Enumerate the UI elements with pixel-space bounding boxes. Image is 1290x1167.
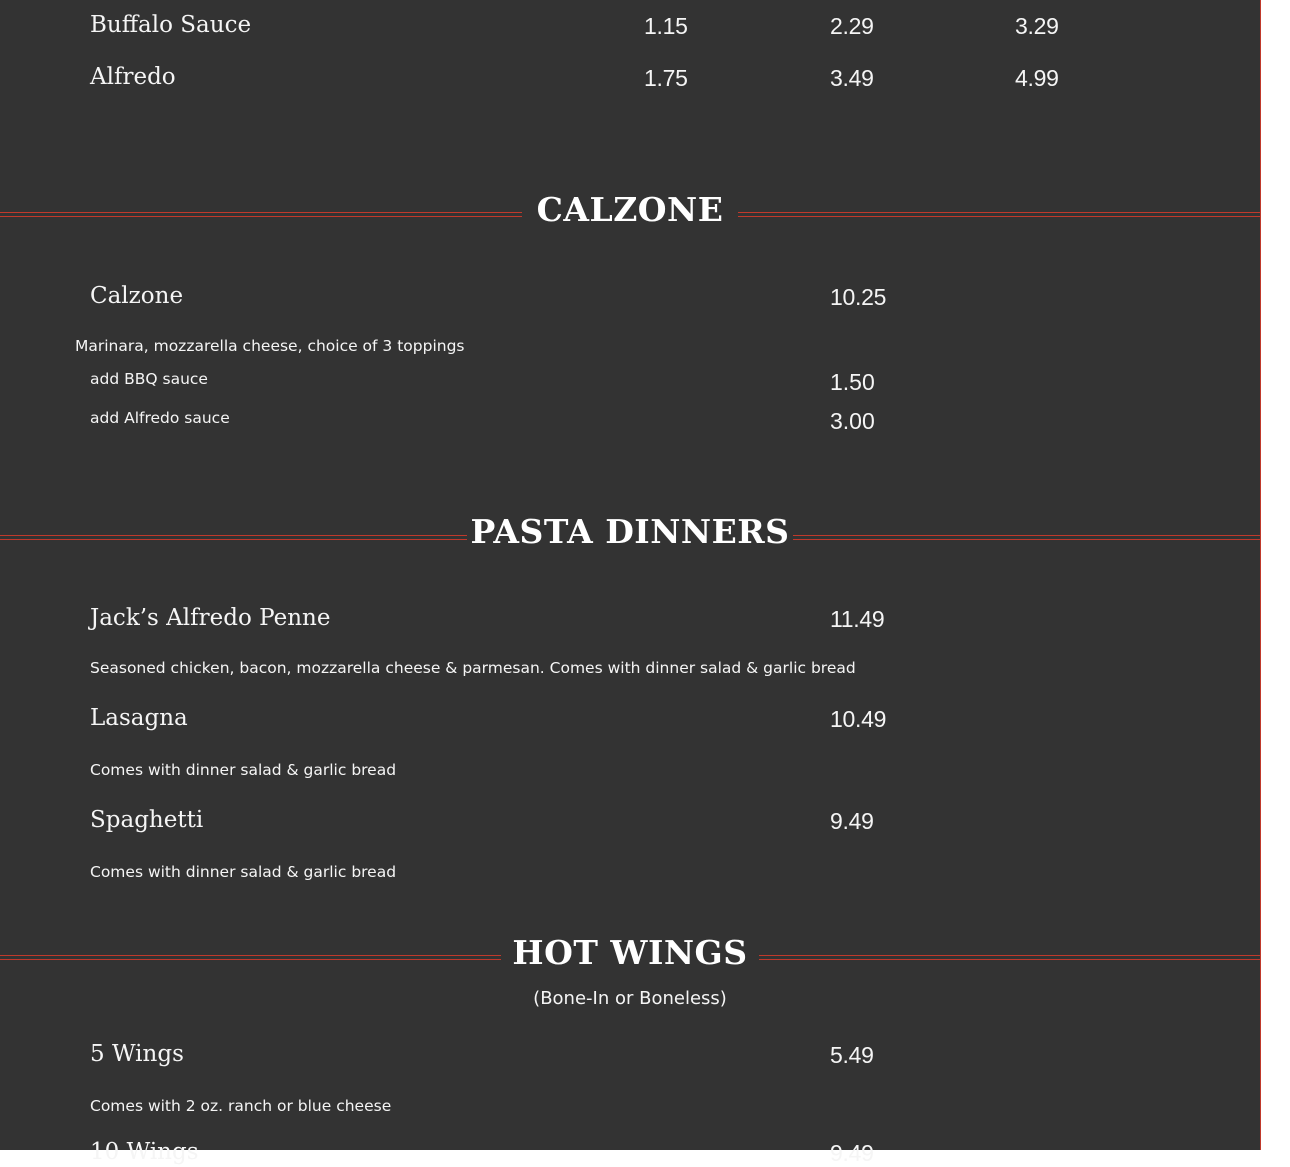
section-title-hot-wings: HOT WINGS: [512, 933, 748, 972]
menu-item-name: Spaghetti: [90, 807, 204, 833]
menu-item-price: 9.49: [830, 808, 874, 834]
sauce-price-medium: 2.29: [830, 13, 874, 39]
sauce-price-small: 1.75: [644, 65, 688, 91]
menu-item-name: Lasagna: [90, 705, 188, 731]
menu-item-price: 11.49: [830, 606, 885, 632]
sauce-price-large: 3.29: [1015, 13, 1059, 39]
section-title-pasta: PASTA DINNERS: [470, 512, 790, 551]
addon-label: add BBQ sauce: [90, 370, 208, 388]
menu-item-name: Calzone: [90, 283, 184, 309]
menu-item-description: Marinara, mozzarella cheese, choice of 3 toppings: [75, 337, 465, 355]
menu-item-price: 5.49: [830, 1042, 874, 1068]
sauce-price-small: 1.15: [644, 13, 688, 39]
sauce-price-medium: 3.49: [830, 65, 874, 91]
addon-price: 1.50: [830, 369, 875, 395]
sauce-name: Buffalo Sauce: [90, 12, 252, 38]
addon-label: add Alfredo sauce: [90, 409, 230, 427]
addon-price: 3.00: [830, 408, 875, 434]
sauce-price-large: 4.99: [1015, 65, 1059, 91]
section-title-calzone: CALZONE: [536, 190, 724, 229]
menu-item-price: 10.49: [830, 706, 887, 732]
menu-item-description: Comes with dinner salad & garlic bread: [90, 761, 397, 779]
menu-item-description: Seasoned chicken, bacon, mozzarella cheese & parmesan. Comes with dinner salad & garlic bread: [90, 659, 856, 677]
menu-item-name: 5 Wings: [90, 1041, 184, 1067]
menu-item-price: 9.49: [830, 1140, 874, 1166]
sauce-name: Alfredo: [90, 64, 176, 90]
menu-item-description: Comes with 2 oz. ranch or blue cheese: [90, 1097, 392, 1115]
menu-item-price: 10.25: [830, 284, 887, 310]
menu-item-name: 10 Wings: [90, 1139, 199, 1165]
menu-item-name: Jack’s Alfredo Penne: [90, 605, 331, 631]
section-subtitle: (Bone-In or Boneless): [533, 988, 727, 1009]
menu-item-description: Comes with dinner salad & garlic bread: [90, 863, 397, 881]
